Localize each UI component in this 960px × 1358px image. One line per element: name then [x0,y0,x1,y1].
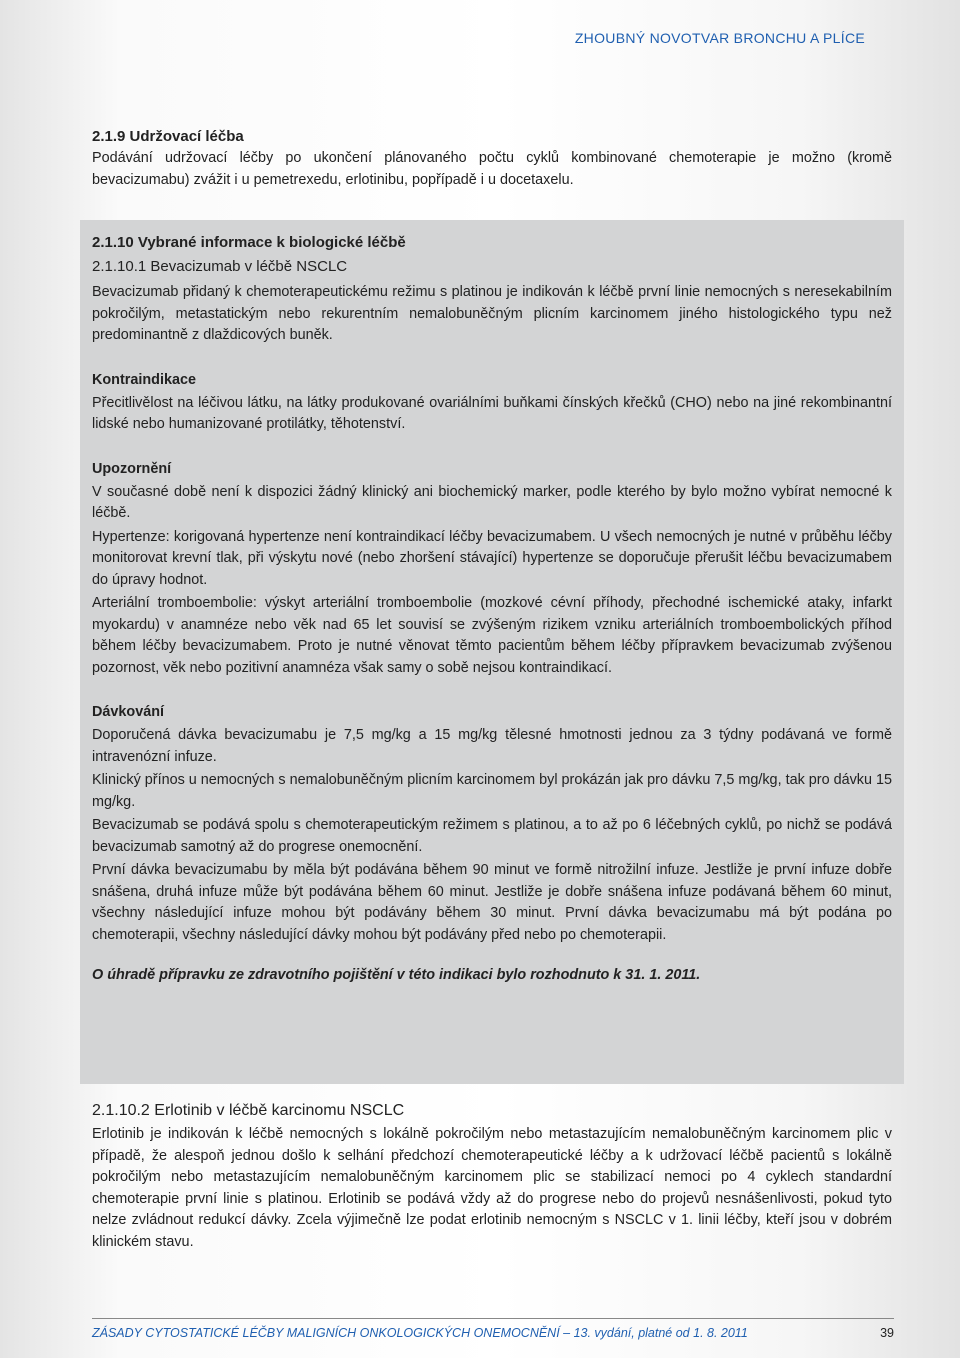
running-header: ZHOUBNÝ NOVOTVAR BRONCHU A PLÍCE [574,30,865,46]
section-219-heading: 2.1.9 Udržovací léčba [92,128,244,145]
davkovani-paragraph: První dávka bevacizumabu by měla být podávána během 90 minut ve formě nitrožilní infuze. Jestliže je první infuze dobře snášena, druhá infuze může být podávána během 60 minut. Jestliže je dobře snášena infuze podávaná během 60 minut, všechny následující infuze mohou být podávány během 30 minut. První dávka bevacizumabu má být podána po chemoterapii, všechny následující dávky mohou být podávány před nebo po chemoterapii. [92,862,892,943]
davkovani-paragraph: Klinický přínos u nemocných s nemalobuněčným plicním karcinomem byl prokázán jak pro dávku 7,5 mg/kg, tak pro dávku 15 mg/kg. [92,772,892,810]
kontraindikace-text: Přecitlivělost na léčivou látku, na látky produkované ovariálními buňkami čínských křečků (CHO) nebo na jiné rekombinantní lidské nebo humanizované protilátky, těhotenství. [92,394,892,432]
erlotinib-section [92,1100,892,1253]
davkovani-paragraph: Doporučená dávka bevacizumabu je 7,5 mg/kg a 15 mg/kg tělesné hmotnosti jednou za 3 týdny podávaná ve formě intravenózní infuze. [92,727,892,765]
davkovani-paragraph: Bevacizumab se podává spolu s chemoterapeutickým režimem s platinou, a to až po 6 léčebných cyklů, po nichž se podává bevacizumab samotný až do progrese onemocnění. [92,817,892,855]
page-footer [92,1326,894,1340]
upozorneni-paragraph: Arteriální tromboembolie: výskyt arteriální tromboembolie (mozkové cévní příhody, přechodné ischemické ataky, infarkt myokardu) v anamnéze nebo věk nad 65 let souvisí se zvýšeným rizikem vzniku arteriálních tromboembolických příhod během léčby bevacizumabem. Proto je nutné věnovat těmto pacientům během léčby přípravkem bevacizumab zvýšenou pozornost, věk nebo pozitivní anamnéza však samy o sobě nejsou kontraindikací. [92,595,892,676]
page-number: 39 [880,1326,894,1340]
uhrada-note: O úhradě přípravku ze zdravotního pojištění v této indikaci bylo rozhodnuto k 31. 1. 2011. [92,967,701,983]
footer-divider [92,1318,894,1319]
upozorneni-paragraph: V současné době není k dispozici žádný klinický ani biochemický marker, podle kterého by bylo možno vybírat nemocné k léčbě. [92,483,892,521]
upozorneni-paragraph: Hypertenze: korigovaná hypertenze není kontraindikací léčby bevacizumabem. U všech nemocných je nutné v průběhu léčby monitorovat krevní tlak, při výskytu nové (nebo zhoršení stávající) hypertenze se doporučuje přerušit léčbu bevacizumabem do úpravy hodnot. [92,528,892,588]
footer-title: ZÁSADY CYTOSTATICKÉ LÉČBY MALIGNÍCH ONKOLOGICKÝCH ONEMOCNĚNÍ – 13. vydání, platné od 1. 8. 2011 [92,1326,748,1340]
bevacizumab-content [92,232,892,986]
kontraindikace-heading: Kontraindikace [92,371,196,388]
main-content [92,126,892,191]
erlotinib-text: Erlotinib je indikován k léčbě nemocných s lokálně pokročilým nebo metastazujícím nemalobuněčným karcinomem plic v případě, že alespoň jednou došlo k selhání předchozí chemoterapeutické léčby a k udržovací léčbě pacientů s lokálně pokročilým nebo metastazujícím nemalobuněčným karcinomem plic se stabilizací nemoci po 4 cyklech standardní chemoterapie první linie s platinou. Erlotinib se podává vždy až do progrese nebo do projevů nesnášenlivosti, pokud tyto nelze zvládnout redukcí dávky. Zcela výjimečně lze podat erlotinib nemocným s NSCLC v 1. linii léčby, kteří jsou v dobrém klinickém stavu. [92,1126,892,1250]
bevacizumab-intro: Bevacizumab přidaný k chemoterapeutickému režimu s platinou je indikován k léčbě první linie nemocných s neresekabilním pokročilým, metastatickým nebo rekurentním nemalobuněčným plicním karcinomem jiného histologického typu než predominantně z dlaždicových buněk. [92,284,892,343]
erlotinib-heading: 2.1.10.2 Erlotinib v léčbě karcinomu NSCLC [92,1102,405,1119]
upozorneni-heading: Upozornění [92,460,172,477]
section-219-text: Podávání udržovací léčby po ukončení plánovaného počtu cyklů kombinované chemoterapie je možno (kromě bevacizumabu) zvážit i u pemetrexedu, erlotinibu, popřípadě i u docetaxelu. [92,150,892,188]
davkovani-heading: Dávkování [92,704,164,720]
bevacizumab-heading: 2.1.10.1 Bevacizumab v léčbě NSCLC [92,258,348,275]
section-2110-heading: 2.1.10 Vybrané informace k biologické léčbě [92,234,406,251]
